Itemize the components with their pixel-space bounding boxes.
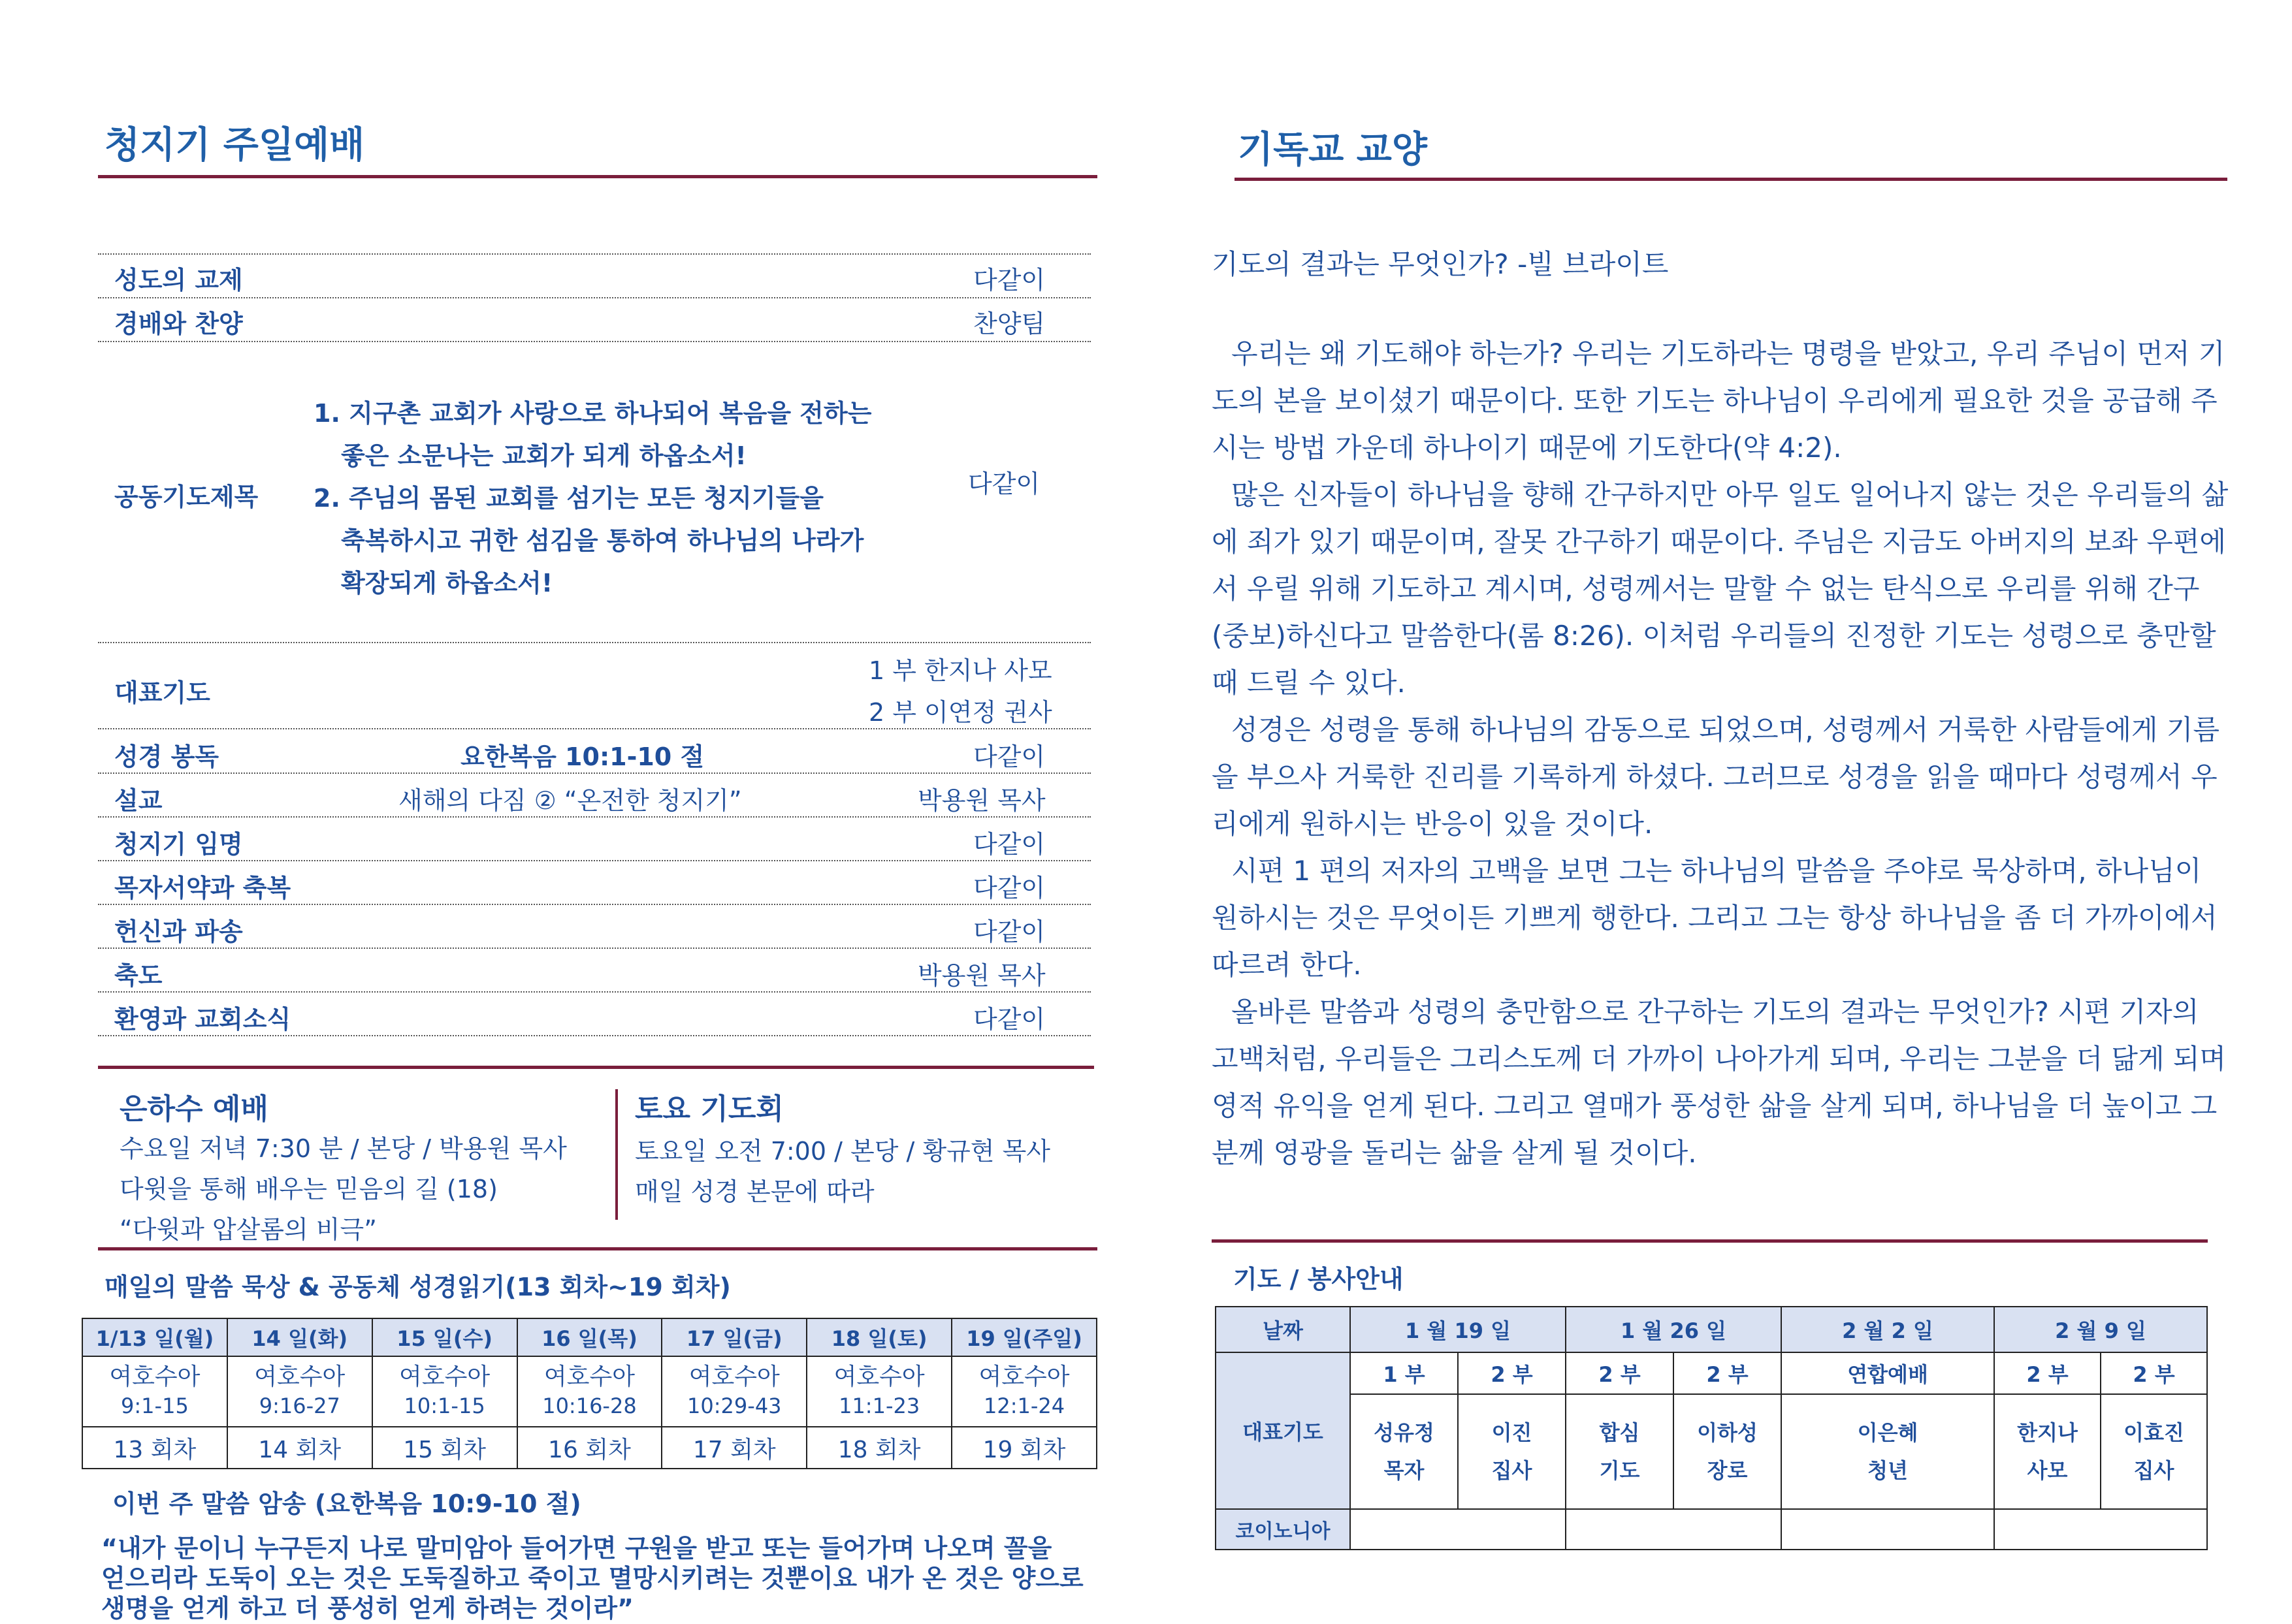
wednesday-line: 다윗을 통해 배우는 믿음의 길 (18) xyxy=(120,1175,498,1203)
left-page-title: 청지기 주일예배 xyxy=(105,124,365,167)
rep-prayer-first: 1 부 한지나 사모 xyxy=(869,656,1052,685)
order-label: 설교 xyxy=(114,786,163,815)
prayer-topic-line: 확장되게 하옵소서! xyxy=(341,569,553,597)
order-right: 다같이 xyxy=(973,266,1046,295)
reading-table xyxy=(82,1318,1097,1469)
reading-verse: 9:16-27 xyxy=(259,1393,340,1418)
order-label: 청지기 임명 xyxy=(114,830,243,859)
prayer-topic-line: 1. 지구촌 교회가 사랑으로 하나되어 복음을 전하는 xyxy=(314,399,872,428)
reading-verse: 12:1-24 xyxy=(983,1393,1065,1418)
article-paragraph: 성경은 성령을 통해 하나님의 감동으로 되었으며, 성령께서 거룩한 사람들에게 기름을 부으사 거룩한 진리를 기록하게 하셨다. 그러므로 성경을 읽을 때마다 성령께서 우리에게 원하시는 반응이 있을 것이다. xyxy=(1212,714,2219,840)
saturday-line: 토요일 오전 7:00 / 본당 / 황규현 목사 xyxy=(635,1137,1050,1166)
reading-day: 1/13 일(월) xyxy=(82,1318,227,1356)
order-label: 환영과 교회소식 xyxy=(114,1005,291,1034)
prayer-topic-line: 좋은 소문나는 교회가 되게 하옵소서! xyxy=(341,441,747,470)
order-label: 목자서약과 축복 xyxy=(114,874,291,902)
order-right: 다같이 xyxy=(973,742,1046,771)
service-part: 2 부 xyxy=(1994,1352,2101,1394)
order-right: 다같이 xyxy=(973,1005,1046,1034)
reading-day: 16 일(목) xyxy=(517,1318,662,1356)
memory-verse-title: 이번 주 말씀 암송 (요한복음 10:9-10 절) xyxy=(112,1489,581,1518)
left-title-rule xyxy=(98,175,1097,178)
reading-verse: 10:16-28 xyxy=(542,1393,637,1418)
order-label: 경배와 찬양 xyxy=(114,310,243,338)
reading-cell xyxy=(662,1356,807,1427)
service-part: 1 부 xyxy=(1350,1352,1458,1394)
order-right: 다같이 xyxy=(973,830,1046,859)
reading-day: 17 일(금) xyxy=(662,1318,807,1356)
service-date: 2 월 9 일 xyxy=(1994,1307,2207,1352)
koinonia-cell xyxy=(1781,1509,1994,1550)
worship-section-rule xyxy=(98,1066,1094,1069)
article-paragraph: 우리는 왜 기도해야 하는가? 우리는 기도하라는 명령을 받았고, 우리 주님이 먼저 기도의 본을 보이셨기 때문이다. 또한 기도는 하나님이 우리에게 필요한 것을 공급해 주시는 방법 가운데 하나이기 때문에 기도한다(약 4:2). xyxy=(1212,338,2225,464)
service-part: 2 부 xyxy=(1458,1352,1566,1394)
saturday-line: 매일 성경 본문에 따라 xyxy=(635,1177,875,1206)
reading-round: 16 회차 xyxy=(517,1427,662,1469)
order-right: 다같이 xyxy=(973,917,1046,946)
prayer-topic-line: 축복하시고 귀한 섬김을 통하여 하나님의 나라가 xyxy=(341,526,864,555)
reading-round: 14 회차 xyxy=(227,1427,372,1469)
wednesday-line: “다윗과 압살롬의 비극” xyxy=(120,1215,377,1244)
reading-round: 13 회차 xyxy=(82,1427,227,1469)
service-part: 연합예배 xyxy=(1781,1352,1994,1394)
service-date: 1 월 19 일 xyxy=(1350,1307,1566,1352)
service-person: 합심 기도 xyxy=(1566,1394,1673,1509)
service-date: 2 월 2 일 xyxy=(1781,1307,1994,1352)
reading-book: 여호수아 xyxy=(688,1363,780,1390)
reading-book: 여호수아 xyxy=(399,1363,491,1390)
service-part: 2 부 xyxy=(1566,1352,1673,1394)
service-part: 2 부 xyxy=(1673,1352,1781,1394)
reading-round: 15 회차 xyxy=(372,1427,517,1469)
memory-verse-line: 얻으리라 도둑이 오는 것은 도둑질하고 죽이고 멸망시키려는 것뿐이요 내가 온 것은 양으로 xyxy=(101,1564,1084,1593)
service-person: 이진 집사 xyxy=(1458,1394,1566,1509)
service-table xyxy=(1215,1306,2208,1550)
reading-book: 여호수아 xyxy=(978,1363,1070,1390)
service-person: 이은혜 청년 xyxy=(1781,1394,1994,1509)
rep-prayer-label: 대표기도 xyxy=(114,678,210,707)
order-middle: 새해의 다짐 ② “온전한 청지기” xyxy=(398,786,742,815)
article-paragraph: 많은 신자들이 하나님을 향해 간구하지만 아무 일도 일어나지 않는 것은 우리들의 삶에 죄가 있기 때문이며, 잘못 간구하기 때문이다. 주님은 지금도 아버지의 보좌 우편에서 우릴 위해 기도하고 계시며, 성령께서는 말할 수 없는 탄식으로 우리를 위해 간구(중보)하신다고 말씀한다(롬 8:26). 이처럼 우리들의 진정한 기도는 성령으로 충만할 때 드릴 수 있다. xyxy=(1212,479,2229,699)
service-person: 이하성 장로 xyxy=(1673,1394,1781,1509)
right-page-title: 기독교 교양 xyxy=(1238,129,1427,171)
saturday-prayer-title: 토요 기도회 xyxy=(635,1092,784,1126)
prayer-topics-label: 공동기도제목 xyxy=(114,483,259,511)
order-right: 다같이 xyxy=(973,874,1046,902)
reading-book: 여호수아 xyxy=(833,1363,925,1390)
reading-cell xyxy=(227,1356,372,1427)
memory-verse-line: “내가 문이니 누구든지 나로 말미암아 들어가면 구원을 받고 또는 들어가며 나오며 꼴을 xyxy=(101,1534,1052,1563)
service-person: 성유정 목자 xyxy=(1350,1394,1458,1509)
reading-verse: 9:1-15 xyxy=(121,1393,189,1418)
reading-book: 여호수아 xyxy=(543,1363,635,1390)
order-right: 찬양팀 xyxy=(973,310,1046,338)
article-paragraph: 시편 1 편의 저자의 고백을 보면 그는 하나님의 말씀을 주야로 묵상하며, 하나님이 원하시는 것은 무엇이든 기쁘게 행한다. 그리고 그는 항상 하나님을 좀 더 가까이에서 따르려 한다. xyxy=(1212,855,2218,981)
service-divider xyxy=(615,1089,618,1220)
article-body xyxy=(1212,330,2231,1177)
article-subtitle: 기도의 결과는 무엇인가? -빌 브라이트 xyxy=(1212,248,1669,280)
wednesday-line: 수요일 저녁 7:30 분 / 본당 / 박용원 목사 xyxy=(120,1134,567,1163)
reading-cell xyxy=(82,1356,227,1427)
service-person: 한지나 사모 xyxy=(1994,1394,2101,1509)
article-paragraph: 올바른 말씀과 성령의 충만함으로 간구하는 기도의 결과는 무엇인가? 시편 기자의 고백처럼, 우리들은 그리스도께 더 가까이 나아가게 되며, 우리는 그분을 더 닮게 되며 영적 유익을 얻게 된다. 그리고 열매가 풍성한 삶을 살게 되며, 하나님을 더 높이고 그분께 영광을 돌리는 삶을 살게 될 것이다. xyxy=(1212,996,2227,1169)
wednesday-service-title: 은하수 예배 xyxy=(120,1092,268,1126)
reading-day: 14 일(화) xyxy=(227,1318,372,1356)
reading-round: 18 회차 xyxy=(807,1427,952,1469)
reading-day: 18 일(토) xyxy=(807,1318,952,1356)
service-date: 1 월 26 일 xyxy=(1566,1307,1781,1352)
reading-section-rule xyxy=(98,1247,1097,1250)
date-header-label: 날짜 xyxy=(1216,1307,1350,1352)
reading-day: 19 일(주일) xyxy=(952,1318,1097,1356)
order-label: 헌신과 파송 xyxy=(114,917,243,946)
memory-verse-line: 생명을 얻게 하고 더 풍성히 얻게 하려는 것이라” xyxy=(101,1594,634,1623)
service-person: 이효진 집사 xyxy=(2101,1394,2207,1509)
rep-prayer-second: 2 부 이연정 권사 xyxy=(869,698,1052,727)
reading-verse: 10:29-43 xyxy=(687,1393,782,1418)
koinonia-row-label: 코이노니아 xyxy=(1216,1509,1350,1550)
koinonia-cell xyxy=(1994,1509,2207,1550)
service-guide-title: 기도 / 봉사안내 xyxy=(1233,1265,1404,1294)
reading-title: 매일의 말씀 묵상 & 공동체 성경읽기(13 회차~19 회차) xyxy=(105,1273,731,1301)
order-label: 성도의 교제 xyxy=(114,266,243,295)
reading-cell xyxy=(952,1356,1097,1427)
order-right: 박용원 목사 xyxy=(918,786,1046,815)
koinonia-cell xyxy=(1350,1509,1566,1550)
order-label: 성경 봉독 xyxy=(114,742,219,771)
order-right: 박용원 목사 xyxy=(918,961,1046,990)
reading-round: 17 회차 xyxy=(662,1427,807,1469)
prayer-topic-line: 2. 주님의 몸된 교회를 섬기는 모든 청지기들을 xyxy=(314,484,824,513)
reading-cell xyxy=(372,1356,517,1427)
prayer-topics-right: 다같이 xyxy=(968,470,1041,498)
order-middle: 요한복음 10:1-10 절 xyxy=(460,742,705,771)
reading-book: 여호수아 xyxy=(254,1363,346,1390)
service-part: 2 부 xyxy=(2101,1352,2207,1394)
reading-book: 여호수아 xyxy=(109,1363,201,1390)
order-label: 축도 xyxy=(114,961,163,990)
reading-cell xyxy=(807,1356,952,1427)
right-title-rule xyxy=(1235,178,2227,181)
reading-day: 15 일(수) xyxy=(372,1318,517,1356)
reading-verse: 10:1-15 xyxy=(404,1393,485,1418)
reading-round: 19 회차 xyxy=(952,1427,1097,1469)
reading-verse: 11:1-23 xyxy=(839,1393,920,1418)
service-section-rule xyxy=(1212,1239,2208,1243)
koinonia-cell xyxy=(1566,1509,1781,1550)
reading-cell xyxy=(517,1356,662,1427)
rep-prayer-row-label: 대표기도 xyxy=(1216,1352,1350,1509)
